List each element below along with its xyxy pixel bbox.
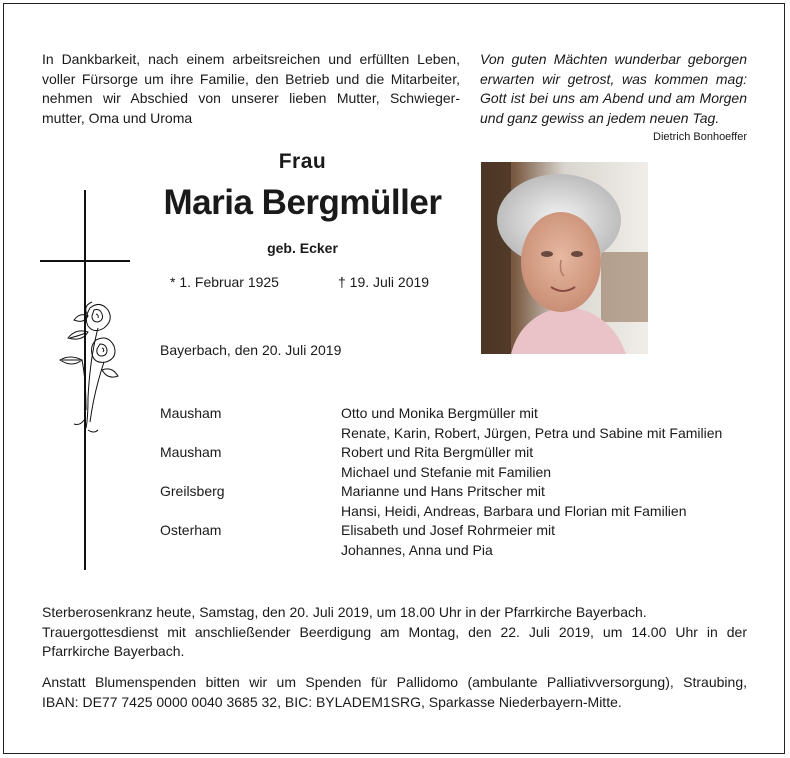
quote-line: und ganz gewiss an jedem neuen Tag. <box>480 109 720 126</box>
family-line: Michael und Stefanie mit Familien <box>341 463 552 480</box>
salutation: Frau <box>278 150 327 173</box>
family-line: Elisabeth und Josef Rohrmeier mit <box>341 522 555 538</box>
family-line: Hansi, Heidi, Andreas, Barbara und Florian mit Familien <box>341 502 687 519</box>
family-place: Mausham <box>160 405 222 421</box>
intro-line: nehmen wir Abschied von unserer lieben Mutter, Schwieger- <box>42 90 460 106</box>
intro-line: mutter, Oma und Uroma <box>42 109 193 126</box>
quote-line: Von guten Mächten wunderbar geborgen <box>480 51 747 67</box>
family-line: Renate, Karin, Robert, Jürgen, Petra und Sabine mit Familien <box>341 424 723 441</box>
portrait-photo <box>481 162 648 354</box>
intro-line: voller Fürsorge um ihre Familie, den Betrieb und die Mitarbeiter, <box>42 70 460 87</box>
bonhoeffer-quote <box>480 50 747 128</box>
donation-line: Anstatt Blumenspenden bitten wir um Spenden für Pallidomo (ambulante Palliativversorgung), Straubing, <box>42 674 747 690</box>
family-line: Johannes, Anna und Pia <box>341 541 493 558</box>
donation-notice <box>42 673 747 712</box>
family-line: Marianne und Hans Pritscher mit <box>341 483 545 499</box>
quote-line: Gott ist bei uns am Abend und am Morgen <box>480 90 747 106</box>
deceased-name: Maria Bergmüller <box>163 183 442 222</box>
notice-line: Trauergottesdienst mit anschließender Beerdigung am Montag, den 22. Juli 2019, um 14.00 Uhr in der <box>42 623 747 640</box>
death-date: † 19. Juli 2019 <box>338 274 430 290</box>
quote-author: Dietrich Bonhoeffer <box>653 131 747 143</box>
birth-date: * 1. Februar 1925 <box>170 274 279 290</box>
family-place: Osterham <box>160 522 222 538</box>
intro-text <box>42 50 460 128</box>
notice-line: Pfarrkirche Bayerbach. <box>42 643 185 659</box>
family-line: Robert und Rita Bergmüller mit <box>341 444 534 460</box>
quote-line: erwarten wir getrost, was kommen mag: <box>480 70 747 87</box>
family-place: Mausham <box>160 444 222 460</box>
place-date: Bayerbach, den 20. Juli 2019 <box>160 342 342 358</box>
intro-line: In Dankbarkeit, nach einem arbeitsreichen und erfüllten Leben, <box>42 51 460 67</box>
family-line: Otto und Monika Bergmüller mit <box>341 405 538 421</box>
donation-line: IBAN: DE77 7425 0000 0040 3685 32, BIC: BYLADEM1SRG, Sparkasse Niederbayern-Mitte. <box>42 693 622 710</box>
notice-line: Sterberosenkranz heute, Samstag, den 20. Juli 2019, um 18.00 Uhr in der Pfarrkirche Bayerbach. <box>42 604 647 620</box>
family-place: Greilsberg <box>160 483 225 499</box>
maiden-name: geb. Ecker <box>267 240 338 256</box>
service-notice <box>42 603 747 662</box>
cross-with-rose-icon <box>40 190 130 570</box>
